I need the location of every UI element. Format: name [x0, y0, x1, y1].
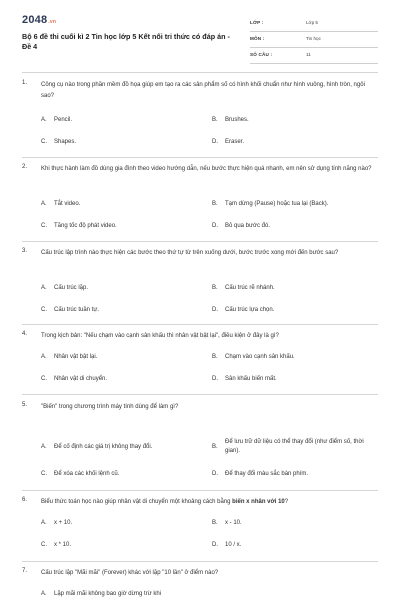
option-text: Bỏ qua bước đó.	[225, 223, 270, 229]
info-row-grade	[250, 16, 378, 32]
option-letter: C.	[41, 542, 47, 548]
question-number: 4.	[22, 331, 28, 337]
question-divider	[22, 490, 378, 491]
exam-header	[22, 14, 378, 66]
option-letter: A.	[41, 591, 47, 597]
info-row-question-count	[250, 48, 378, 64]
question-1	[22, 80, 378, 155]
question-divider	[22, 394, 378, 395]
site-logo[interactable]	[22, 14, 56, 26]
info-value: Tin học	[306, 36, 321, 41]
option-letter: C.	[41, 376, 47, 382]
option-text: Để thay đổi màu sắc bàn phím.	[225, 471, 309, 477]
option-text: Tăng tốc độ phát video.	[54, 223, 117, 229]
question-text-part: Biểu thức toán học nào giúp nhân vật di chuyển một khoảng cách bằng	[41, 499, 233, 505]
question-divider	[22, 561, 378, 562]
option-text: Nhân vật di chuyển.	[54, 376, 108, 382]
info-value: 11	[306, 52, 311, 57]
question-number: 2.	[22, 164, 28, 170]
option-letter: A.	[41, 354, 47, 360]
logo-suffix-text: .vn	[48, 19, 57, 25]
option-letter: D.	[212, 139, 218, 145]
option-text: Nhân vật bật lại.	[54, 354, 98, 360]
option-letter: D.	[212, 542, 218, 548]
info-label: MÔN :	[250, 36, 265, 41]
option-text: Shapes.	[54, 139, 77, 145]
option-letter: B.	[212, 354, 218, 360]
option-text: Tạm dừng (Pause) hoặc tua lại (Back).	[225, 201, 329, 207]
question-text: Khi thực hành làm đồ dùng gia đình theo video hướng dẫn, nếu bước thực hiện quá nhanh, em nên sử dụng tính năng nào?	[41, 166, 372, 172]
option-text: Eraser.	[225, 139, 245, 145]
option-text: x - 10.	[225, 520, 242, 526]
option-text: Chạm vào cạnh sân khấu.	[225, 354, 295, 360]
question-divider	[22, 241, 378, 242]
option-letter: D.	[212, 307, 218, 313]
info-label: SỐ CÂU :	[250, 52, 273, 57]
option-letter: B.	[212, 444, 218, 450]
info-row-subject	[250, 32, 378, 48]
question-text-part: ?	[284, 499, 289, 505]
option-text: Cấu trúc lựa chọn.	[225, 307, 275, 313]
option-text: Cấu trúc rẽ nhánh.	[225, 285, 275, 291]
option-letter: A.	[41, 444, 47, 450]
question-text: Cấu trúc lập trình nào thực hiện các bước theo thứ tự từ trên xuống dưới, bước trước xong mới đến bước sau?	[41, 250, 339, 256]
question-text	[41, 497, 377, 508]
option-text: x + 10.	[54, 520, 73, 526]
option-letter: C.	[41, 307, 47, 313]
question-5	[22, 402, 378, 488]
question-7	[22, 568, 378, 600]
option-text: Sân khấu biến mất.	[225, 376, 277, 382]
option-text: x * 10.	[54, 542, 72, 548]
option-text: Để xóa các khối lệnh cũ.	[54, 471, 120, 477]
option-text: Pencil.	[54, 117, 73, 123]
question-text: "Biến" trong chương trình máy tính dùng để làm gì?	[41, 404, 179, 410]
option-letter: D.	[212, 471, 218, 477]
option-letter: D.	[212, 376, 218, 382]
question-text: Cấu trúc lặp "Mãi mãi" (Forever) khác với lặp "10 lần" ở điểm nào?	[41, 570, 219, 576]
option-letter: D.	[212, 223, 218, 229]
option-letter: A.	[41, 285, 47, 291]
option-letter: C.	[41, 139, 47, 145]
option-letter: A.	[41, 520, 47, 526]
option-text: Brushes.	[225, 117, 249, 123]
question-number: 1.	[22, 80, 28, 86]
question-number: 7.	[22, 568, 28, 574]
option-text: Để cố định các giá trị không thay đổi.	[54, 444, 153, 450]
question-text: Công cụ nào trong phần mềm đồ họa giúp em tạo ra các sản phẩm số có hình khối chuẩn như hình vuông, hình tròn, ngôi sao?	[41, 82, 365, 99]
option-text: Cấu trúc lặp.	[54, 285, 89, 291]
question-6	[22, 497, 378, 557]
option-letter: B.	[212, 117, 218, 123]
logo-main-text: 2048	[22, 14, 48, 26]
question-text-emphasis: biến x nhân với 10	[232, 499, 285, 505]
option-letter: C.	[41, 223, 47, 229]
exam-title: Bộ 6 đề thi cuối kì 2 Tin học lớp 5 Kết nối tri thức có đáp án - Đề 4	[22, 32, 230, 51]
question-number: 3.	[22, 248, 28, 254]
option-text: 10 / x.	[225, 542, 242, 548]
question-number: 6.	[22, 497, 28, 503]
option-text: Lặp mãi mãi không bao giờ dừng trừ khi	[54, 591, 162, 597]
question-number: 5.	[22, 402, 28, 408]
header-divider	[22, 72, 378, 73]
question-2	[22, 164, 378, 239]
option-letter: B.	[212, 520, 218, 526]
option-letter: B.	[212, 201, 218, 207]
question-text: Trong kịch bản: "Nếu chạm vào cạnh sân khấu thì nhân vật bật lại", điều kiện ở đây là gì?	[41, 333, 279, 339]
option-letter: A.	[41, 117, 47, 123]
info-value: Lớp 5	[306, 20, 318, 25]
option-text: Để lưu trữ dữ liệu có thể thay đổi (như điểm số, thời gian).	[225, 439, 364, 454]
option-text: Tắt video.	[54, 201, 81, 207]
option-letter: B.	[212, 285, 218, 291]
option-letter: A.	[41, 201, 47, 207]
question-3	[22, 248, 378, 323]
question-divider	[22, 324, 378, 325]
exam-info-panel	[250, 16, 378, 64]
option-letter: C.	[41, 471, 47, 477]
question-divider	[22, 157, 378, 158]
question-4	[22, 331, 378, 391]
option-text: Cấu trúc tuần tự.	[54, 307, 100, 313]
info-label: LỚP :	[250, 20, 264, 25]
